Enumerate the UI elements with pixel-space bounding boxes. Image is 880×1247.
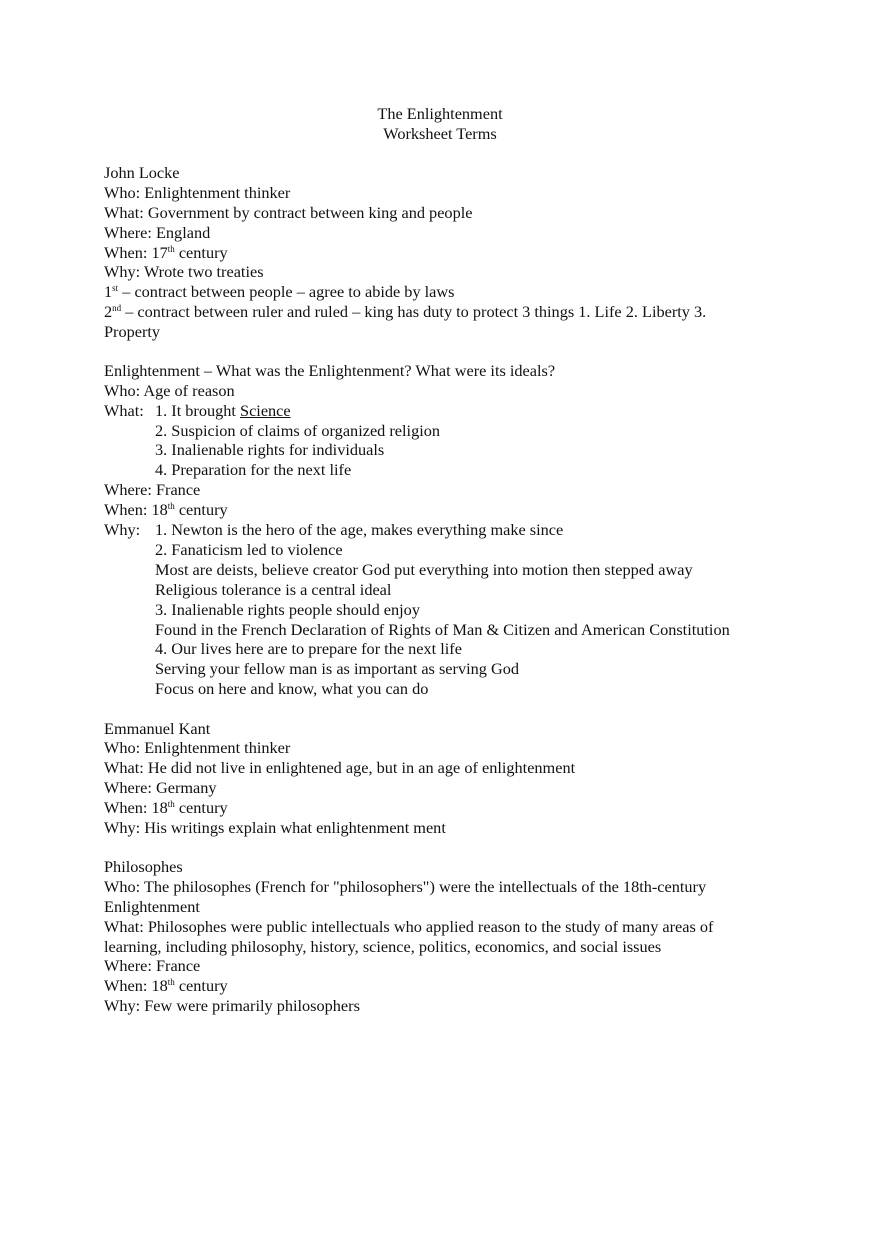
second-contract-continuation: Property <box>104 322 161 341</box>
what-item-3: 3. Inalienable rights for individuals <box>155 440 385 459</box>
where-line: Where: Germany <box>104 778 217 797</box>
why-line: Why: His writings explain what enlightenment ment <box>104 818 446 837</box>
where-line: Where: France <box>104 480 201 499</box>
what-line: What: Government by contract between king and people <box>104 203 473 222</box>
section-heading: Philosophes <box>104 857 183 876</box>
why-line: Why: Wrote two treaties <box>104 262 264 281</box>
who-line: Who: Age of reason <box>104 381 235 400</box>
when-line: When: 18th century <box>104 798 228 817</box>
page-title: The Enlightenment <box>377 104 503 123</box>
section-heading: John Locke <box>104 163 180 182</box>
why-label: Why: <box>104 520 141 539</box>
section-heading: Enlightenment – What was the Enlightenment? What were its ideals? <box>104 361 556 380</box>
what-line: What: Philosophes were public intellectuals who applied reason to the study of many areas of <box>104 917 714 936</box>
why-item-4-detail: Focus on here and know, what you can do <box>155 679 429 698</box>
what-continuation: learning, including philosophy, history, science, politics, economics, and social issues <box>104 937 662 956</box>
first-contract-line: 1st – contract between people – agree to abide by laws <box>104 282 455 301</box>
why-item-3-detail: Found in the French Declaration of Rights of Man & Citizen and American Constitution <box>155 620 730 639</box>
who-line: Who: Enlightenment thinker <box>104 738 291 757</box>
when-line: When: 18th century <box>104 976 228 995</box>
who-line: Who: The philosophes (French for "philosophers") were the intellectuals of the 18th-century <box>104 877 707 896</box>
where-line: Where: England <box>104 223 211 242</box>
what-item-2: 2. Suspicion of claims of organized religion <box>155 421 441 440</box>
why-item-4-detail: Serving your fellow man is as important as serving God <box>155 659 520 678</box>
when-line: When: 18th century <box>104 500 228 519</box>
page-subtitle: Worksheet Terms <box>383 124 497 143</box>
what-item-4: 4. Preparation for the next life <box>155 460 352 479</box>
what-line: What: He did not live in enlightened age, but in an age of enlightenment <box>104 758 576 777</box>
why-item-2-detail: Most are deists, believe creator God put everything into motion then stepped away <box>155 560 693 579</box>
why-item-2: 2. Fanaticism led to violence <box>155 540 343 559</box>
why-item-1: 1. Newton is the hero of the age, makes everything make since <box>155 520 564 539</box>
why-line: Why: Few were primarily philosophers <box>104 996 360 1015</box>
who-continuation: Enlightenment <box>104 897 200 916</box>
second-contract-line: 2nd – contract between ruler and ruled – king has duty to protect 3 things 1. Life 2. Liberty 3. <box>104 302 707 321</box>
why-item-4: 4. Our lives here are to prepare for the next life <box>155 639 462 658</box>
why-item-3: 3. Inalienable rights people should enjoy <box>155 600 420 619</box>
when-line: When: 17th century <box>104 243 228 262</box>
section-heading: Emmanuel Kant <box>104 719 211 738</box>
who-line: Who: Enlightenment thinker <box>104 183 291 202</box>
where-line: Where: France <box>104 956 201 975</box>
what-label: What: <box>104 401 144 420</box>
what-item-1: 1. It brought Science <box>155 401 291 420</box>
why-item-2-detail: Religious tolerance is a central ideal <box>155 580 392 599</box>
